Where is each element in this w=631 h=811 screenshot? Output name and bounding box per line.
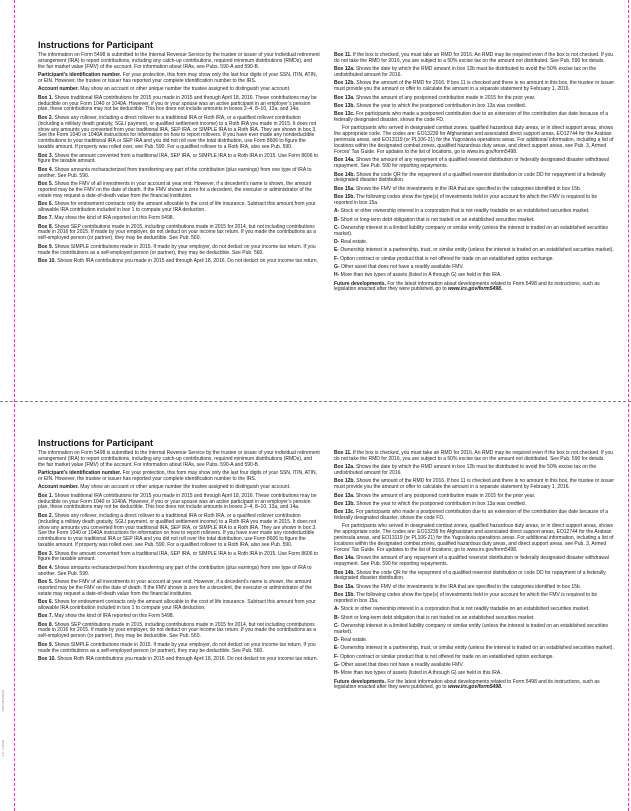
instruction-paragraph (38, 614, 320, 620)
instruction-paragraph (334, 502, 616, 508)
paragraph-text: More than two types of assets (listed in A through G) are held in this IRA. (340, 272, 502, 279)
paragraph-text: Ownership interest in a partnership, trust, or similar entity (unless the interest is traded on an established securities market). (340, 645, 614, 652)
paragraph-label: Future developments. (334, 280, 386, 287)
instruction-paragraph (38, 657, 320, 663)
paragraph-text: Shows traditional IRA contributions for 2015 you made in 2015 and through April 18, 2016. These contributions may be deductible on your Form 1040 or 1040A. However, if you or your spouse was an active participant in an employer’s pension plan, these contributions may not be deductible. This box does not include amounts in boxes 2–4, 8–10, 13a, and 14a. (38, 492, 317, 511)
paragraph-label: Box 15b. (334, 194, 355, 201)
instruction-paragraph (38, 643, 320, 655)
paragraph-label: Box 14b. (334, 171, 355, 178)
instruction-paragraph (38, 154, 320, 166)
instruction-paragraph (38, 202, 320, 214)
paragraph-text: For participants who made a postponed contribution due to an extension of the contribution due date because of a federally designated disaster, shows the code FD. (334, 509, 609, 522)
paragraph-label: A- (334, 606, 340, 613)
instruction-paragraph (334, 646, 616, 652)
paragraph-text: Ownership interest in a limited liability company or similar entity (unless the interest is traded on an established securities market). (334, 224, 609, 237)
paragraph-text: For your protection, this form may show only the last four digits of your SSN, ITIN, ATIN, or EIN. However, the trustee or issuer has reported your complete identification number to the IRS. (38, 470, 317, 483)
paragraph-label: Box 6. (38, 599, 54, 606)
paragraph-label: A- (334, 208, 340, 215)
paragraph-label: Box 15b. (334, 592, 355, 599)
paragraph-label: Account number. (38, 86, 79, 93)
instruction-paragraph (334, 680, 616, 692)
paragraph-text: The following codes show the type(s) of investments held in your account for which the FMV is required to be reported in box 15a. (334, 194, 598, 206)
instruction-paragraph (334, 195, 616, 207)
paragraph-text: Other asset that does not have a readily available FMV. (340, 263, 464, 270)
paragraph-text: Shows the date by which the RMD amount in box 12b must be distributed to avoid the 50% excise tax on the undistributed amount for 2016. (334, 464, 597, 477)
instruction-paragraph (38, 216, 320, 222)
paragraph-text: The information on Form 5498 is submitted to the Internal Revenue Service by the trustee or issuer of your individual retirement arrangement (IRA) to report contributions, including any catch-up contributions, required minimum distributions (RMDs), and the fair market value (FMV) of the account. For information about IRAs, see Pubs. 590-A and 590-B. (38, 450, 320, 468)
paragraph-label: Box 8. (38, 223, 54, 230)
paragraph-text: Shows the amount of any postponed contribution made in 2015 for the prior year. (355, 94, 536, 101)
instruction-paragraph (334, 273, 616, 279)
paragraph-text: Shows the FMV of all investments in your account at year end. However, if a decedent’s name is shown, the amount reported may be the FMV on the date of death. If the FMV shown is zero for a decedent, the executor or administrator of the estate may request a date-of-death value from the financial institution. (38, 578, 313, 597)
paragraph-label: Box 5. (38, 180, 54, 187)
instruction-paragraph (38, 494, 320, 512)
paragraph-text: Stock or other ownership interest in a corporation that is not readily tradable on an established securities market. (340, 208, 590, 215)
paragraph-label: Box 4. (38, 166, 54, 173)
paragraph-text: Short or long-term debt obligation that is not traded on an established securities market. (340, 216, 535, 223)
paragraph-text: Shows Roth IRA contributions you made in 2015 and through April 18, 2016. Do not deduct on your income tax return. (57, 655, 318, 662)
paragraph-label: Box 12b. (334, 80, 355, 87)
paragraph-label: Box 14a. (334, 157, 355, 164)
left-column (38, 53, 320, 296)
instruction-paragraph (38, 87, 320, 93)
paragraph-label: Box 6. (38, 201, 54, 208)
instruction-paragraph (334, 556, 616, 568)
instruction-paragraph (334, 616, 616, 622)
paragraph-text: Shows the year to which the postponed contribution in box 13a was credited. (356, 500, 527, 507)
paragraph-text: For the latest information about developments related to Form 5498 and its instructions, such as legislation enacted after they were published, go to (334, 280, 600, 293)
paragraph-text: Shows for endowment contracts only the amount allocable to the cost of life insurance. Subtract this amount from your allowable IRA contribution included in box 1 to compute your IRA deduction. (38, 201, 316, 213)
paragraph-label: Box 12a. (334, 464, 355, 471)
paragraph-label: Box 3. (38, 550, 54, 557)
paragraph-label: G- (334, 263, 340, 270)
left-column (38, 451, 320, 694)
paragraph-text: Shows for endowment contracts only the amount allocable to the cost of life insurance. Subtract this amount from your allowable IRA contribution included in box 1 to compute your IRA deduction. (38, 599, 316, 611)
instruction-paragraph (38, 182, 320, 200)
paragraph-label: Box 15a. (334, 583, 355, 590)
paragraph-label: G- (334, 661, 340, 668)
instruction-paragraph (334, 638, 616, 644)
paragraph-label: C- (334, 622, 340, 629)
paragraph-label: B- (334, 614, 340, 621)
instruction-paragraph (38, 623, 320, 641)
instruction-paragraph (334, 479, 616, 491)
paragraph-text: Shows amounts recharacterized from transferring any part of the contribution (plus earnings) from one type of IRA to another. See Pub. 590. (38, 564, 312, 577)
instruction-paragraph (334, 218, 616, 224)
paragraph-text: Shows the amount converted from a traditional IRA, SEP IRA, or SIMPLE IRA to a Roth IRA in 2015. Use Form 8606 to figure the taxable amount. (38, 152, 319, 165)
paragraph-text: Shows any rollover, including a direct rollover to a traditional IRA or Roth IRA, or a qualified rollover contribution (including a military death gratuity, SGLI payment, or qualified settlement income) to a Roth IRA you made in 2015. It does not show any amounts you converted from your traditional IRA, SEP IRA, or SIMPLE IRA to a Roth IRA. They are shown in box 3. See the Form 1040 or 1040A instructions for information on how to report rollovers. If you have ever made any nondeductible contributions to your traditional IRA or SEP IRA and you did not roll over the total distribution, use Form 8606 to figure the taxable amount. If property was rolled over, see Pub. 590. For a qualified rollover to a Roth IRA, also see Pub. 590. (38, 114, 317, 151)
instruction-paragraph (334, 465, 616, 477)
paragraph-text: Ownership interest in a limited liability company or similar entity (unless the interest is traded on an established securities market). (334, 622, 609, 635)
paragraph-text: Shows the amount of the RMD for 2016. If box 11 is checked and there is no amount in this box, the trustee or issuer must provide you the amount or offer to calculate the amount in a separate statement by February 1, 2016. (334, 478, 615, 491)
paragraph-text: Shows the amount of any repayment of a qualified reservist distribution or federally designated disaster withdrawal repayment. See Pub. 590 for reporting repayments. (334, 157, 609, 170)
paragraph-text: Shows the FMV of the investments in the IRA that are specified in the categories identified in box 15b. (355, 185, 582, 192)
instruction-paragraph (38, 514, 320, 549)
paragraph-text: Real estate. (340, 239, 368, 246)
paragraph-text: For participants who served in designated combat zones, qualified hazardous duty areas, or in direct support areas, shows the appropriate code. The codes are: EO13239 for Afghanistan and associated direct support areas, EO12744 for the Arabian peninsula areas, and EO13119 (or PL106-21) for the Yugoslavia operations areas. For additional information, including a list of locations within the designated combat zones, qualified hazardous duty areas, and direct support areas, see Pub. 3, Armed Forces’ Tax Guide. For updates to the list of locations, go to www.irs.gov/form5498. (334, 523, 614, 554)
paragraph-label: F- (334, 653, 339, 660)
instruction-paragraph (38, 73, 320, 85)
website-link[interactable]: www.irs.gov/form5498. (447, 286, 503, 293)
paragraph-label: H- (334, 670, 340, 677)
paragraph-text: Short or long-term debt obligation that is not traded on an established securities market. (340, 614, 535, 621)
paragraph-label: Box 4. (38, 564, 54, 571)
paragraph-label: Box 13c. (334, 509, 355, 516)
instruction-paragraph (334, 158, 616, 170)
paragraph-text: For participants who served in designated combat zones, qualified hazardous duty areas, or in direct support areas, shows the appropriate code. The codes are: EO13239 for Afghanistan and associated direct support areas, EO12744 for the Arabian peninsula areas, and EO13119 (or PL106-21) for the Yugoslavia operations areas. For additional information, including a list of locations within the designated combat zones, qualified hazardous duty areas, and direct support areas, see Pub. 3, Armed Forces’ Tax Guide. For updates to the list of locations, go to www.irs.gov/form5498. (334, 125, 614, 156)
paragraph-label: D- (334, 637, 340, 644)
right-column (334, 451, 616, 694)
instruction-paragraph (334, 593, 616, 605)
paragraph-label: Box 10. (38, 655, 56, 662)
right-cut-line (628, 0, 629, 811)
page-title: Instructions for Participant (38, 438, 154, 448)
paragraph-text: Real estate. (340, 637, 368, 644)
instruction-paragraph (334, 451, 616, 463)
instruction-paragraph (334, 173, 616, 185)
instruction-paragraph (38, 451, 320, 469)
instruction-paragraph (334, 240, 616, 246)
paragraph-text: Stock or other ownership interest in a corporation that is not readily tradable on an established securities market. (340, 606, 590, 613)
instruction-paragraph (38, 566, 320, 578)
paragraph-label: D- (334, 239, 340, 246)
paragraph-text: Shows the year to which the postponed contribution in box 13a was credited. (356, 102, 527, 109)
paragraph-label: Box 1. (38, 94, 54, 101)
paragraph-text: If the box is checked, you must take an RMD for 2016. An RMD may be required even if the box is not checked. If you do not take the RMD for 2016, you are subject to a 50% excise tax on the amount not distributed. See Pub. 590 for details. (334, 52, 614, 64)
paragraph-text: Shows the amount of any postponed contribution made in 2015 for the prior year. (355, 492, 536, 499)
paragraph-label: Box 7. (38, 613, 54, 620)
paragraph-text: Shows traditional IRA contributions for 2015 you made in 2015 and through April 18, 2016. These contributions may be deductible on your Form 1040 or 1040A. However, if you or your spouse was an active participant in an employer’s pension plan, these contributions may not be deductible. This box does not include amounts in boxes 2–4, 8–10, 13a, and 14a. (38, 94, 317, 113)
paragraph-label: Box 12b. (334, 478, 355, 485)
right-column (334, 53, 616, 296)
paragraph-label: Box 11. (334, 450, 352, 456)
instruction-paragraph (334, 96, 616, 102)
paragraph-label: Box 8. (38, 621, 54, 628)
paragraph-label: E- (334, 247, 339, 254)
instruction-paragraph (334, 265, 616, 271)
instructions-copy-bottom (38, 438, 616, 694)
paragraph-label: Participant’s identification number. (38, 72, 122, 79)
side-code-1: 09026X083 (2, 690, 6, 712)
instruction-paragraph (334, 112, 616, 124)
paragraph-text: Ownership interest in a partnership, trust, or similar entity (unless the interest is traded on an established securities market). (340, 247, 614, 254)
instruction-paragraph (38, 53, 320, 71)
instruction-paragraph (334, 494, 616, 500)
paragraph-label: Box 14a. (334, 555, 355, 562)
instruction-paragraph (38, 116, 320, 151)
paragraph-text: For your protection, this form may show only the last four digits of your SSN, ITIN, ATIN, or EIN. However, the trustee or issuer has reported your complete identification number to the IRS. (38, 72, 317, 85)
instruction-paragraph (38, 225, 320, 243)
paragraph-label: E- (334, 645, 339, 652)
instruction-paragraph (334, 282, 616, 294)
instruction-paragraph (334, 510, 616, 522)
paragraph-text: May show an account or other unique number the trustee assigned to distinguish your account. (80, 484, 291, 491)
instruction-paragraph (38, 245, 320, 257)
paragraph-label: Box 2. (38, 114, 54, 121)
paragraph-label: Box 12a. (334, 66, 355, 73)
paragraph-text: For the latest information about developments related to Form 5498 and its instructions, such as legislation enacted after they were published, go to (334, 678, 600, 691)
paragraph-text: Shows the amount of any repayment of a qualified reservist distribution or federally designated disaster withdrawal repayment. See Pub. 590 for reporting repayments. (334, 555, 609, 568)
left-cut-line (14, 0, 15, 811)
paragraph-label: Box 13b. (334, 102, 355, 109)
instruction-paragraph (334, 126, 616, 156)
instruction-paragraph (334, 663, 616, 669)
instruction-paragraph (334, 257, 616, 263)
paragraph-label: Box 1. (38, 492, 54, 499)
instruction-paragraph (38, 600, 320, 612)
paragraph-label: Future developments. (334, 678, 386, 685)
paragraph-text: Shows SEP contributions made in 2015, including contributions made in 2015 for 2014, but not including contributions made in 2016 for 2015. If made by your employer, do not deduct on your income tax return. If you made the contributions as a self-employed person (or partner), they may be deductible. See Pub. 560. (38, 223, 316, 242)
instruction-paragraph (38, 96, 320, 114)
paragraph-text: May show an account or other unique number the trustee assigned to distinguish your account. (80, 86, 291, 93)
instructions-copy-top (38, 40, 616, 296)
instruction-paragraph (334, 607, 616, 613)
instruction-paragraph (334, 226, 616, 238)
paragraph-text: Shows the code QR for the repayment of a qualified reservist distribution or code DD for repayment of a federally designated disaster distribution. (334, 569, 606, 582)
paragraph-text: May show the kind of IRA reported on this Form 5498. (54, 613, 174, 620)
paragraph-label: Box 13a. (334, 492, 355, 499)
instruction-paragraph (334, 524, 616, 554)
paragraph-label: F- (334, 255, 339, 262)
paragraph-label: B- (334, 216, 340, 223)
paragraph-label: Box 11. (334, 52, 352, 58)
paragraph-text: May show the kind of IRA reported on this Form 5498. (54, 215, 174, 222)
instruction-paragraph (38, 485, 320, 491)
instruction-paragraph (38, 580, 320, 598)
paragraph-text: Shows the date by which the RMD amount in box 12b must be distributed to avoid the 50% excise tax on the undistributed amount for 2016. (334, 66, 597, 79)
paragraph-label: Account number. (38, 484, 79, 491)
paragraph-text: Shows SIMPLE contributions made in 2015. If made by your employer, do not deduct on your income tax return. If you made the contributions as a self-employed person (or partner), they may be deductible. See Pub. 560. (38, 243, 316, 256)
paragraph-text: Option contract or similar product that is not offered for trade on an established option exchange. (340, 255, 554, 262)
paragraph-text: If the box is checked, you must take an RMD for 2016. An RMD may be required even if the box is not checked. If you do not take the RMD for 2016, you are subject to a 50% excise tax on the amount not distributed. See Pub. 590 for details. (334, 450, 614, 462)
instruction-paragraph (334, 655, 616, 661)
instruction-paragraph (334, 53, 616, 65)
paragraph-text: The information on Form 5498 is submitted to the Internal Revenue Service by the trustee or issuer of your individual retirement arrangement (IRA) to report contributions, including any catch-up contributions, required minimum distributions (RMDs), and the fair market value (FMV) of the account. For information about IRAs, see Pubs. 590-A and 590-B. (38, 52, 320, 70)
paragraph-text: Shows the amount converted from a traditional IRA, SEP IRA, or SIMPLE IRA to a Roth IRA in 2015. Use Form 8606 to figure the taxable amount. (38, 550, 319, 563)
paragraph-label: Box 15a. (334, 185, 355, 192)
instruction-paragraph (38, 168, 320, 180)
paragraph-label: Box 13a. (334, 94, 355, 101)
paragraph-label: C- (334, 224, 340, 231)
paragraph-text: Shows the FMV of the investments in the IRA that are specified in the categories identified in box 15b. (355, 583, 582, 590)
paragraph-label: Box 10. (38, 257, 56, 264)
paragraph-label: Box 3. (38, 152, 54, 159)
instruction-paragraph (38, 259, 320, 265)
paragraph-text: Shows Roth IRA contributions you made in 2015 and through April 18, 2016. Do not deduct on your income tax return. (57, 257, 318, 264)
paragraph-label: H- (334, 272, 340, 279)
paragraph-label: Box 5. (38, 578, 54, 585)
instruction-paragraph (334, 585, 616, 591)
paragraph-label: Box 9. (38, 243, 54, 250)
paragraph-label: Box 2. (38, 512, 54, 519)
paragraph-label: Box 14b. (334, 569, 355, 576)
perforation-line (0, 401, 631, 402)
paragraph-label: Participant’s identification number. (38, 470, 122, 477)
paragraph-label: Box 7. (38, 215, 54, 222)
page-title: Instructions for Participant (38, 40, 154, 50)
side-code-2: IE-5498 (2, 740, 6, 757)
instruction-paragraph (334, 571, 616, 583)
instruction-paragraph (334, 187, 616, 193)
instruction-paragraph (38, 552, 320, 564)
paragraph-text: Shows SEP contributions made in 2015, including contributions made in 2015 for 2014, but not including contributions made in 2016 for 2015. If made by your employer, do not deduct on your income tax return. If you made the contributions as a self-employed person (or partner), they may be deductible. See Pub. 560. (38, 621, 316, 640)
paragraph-text: Shows the code QR for the repayment of a qualified reservist distribution or code DD for repayment of a federally designated disaster distribution. (334, 171, 606, 184)
paragraph-text: Shows the FMV of all investments in your account at year end. However, if a decedent’s name is shown, the amount reported may be the FMV on the date of death. If the FMV shown is zero for a decedent, the executor or administrator of the estate may request a date-of-death value from the financial institution. (38, 180, 313, 199)
instruction-paragraph (334, 624, 616, 636)
instruction-paragraph (334, 104, 616, 110)
paragraph-text: Shows amounts recharacterized from transferring any part of the contribution (plus earnings) from one type of IRA to another. See Pub. 590. (38, 166, 312, 179)
paragraph-label: Box 9. (38, 641, 54, 648)
paragraph-text: Other asset that does not have a readily available FMV. (340, 661, 464, 668)
paragraph-text: Shows SIMPLE contributions made in 2015. If made by your employer, do not deduct on your income tax return. If you made the contributions as a self-employed person (or partner), they may be deductible. See Pub. 560. (38, 641, 316, 654)
instruction-paragraph (334, 81, 616, 93)
instruction-paragraph (334, 67, 616, 79)
paragraph-text: For participants who made a postponed contribution due to an extension of the contribution due date because of a federally designated disaster, shows the code FD. (334, 111, 609, 124)
paragraph-text: Option contract or similar product that is not offered for trade on an established option exchange. (340, 653, 554, 660)
paragraph-text: Shows any rollover, including a direct rollover to a traditional IRA or Roth IRA, or a qualified rollover contribution (including a military death gratuity, SGLI payment, or qualified settlement income) to a Roth IRA you made in 2015. It does not show any amounts you converted from your traditional IRA, SEP IRA, or SIMPLE IRA to a Roth IRA. They are shown in box 3. See the Form 1040 or 1040A instructions for information on how to report rollovers. If you have ever made any nondeductible contributions to your traditional IRA or SEP IRA and you did not roll over the total distribution, use Form 8606 to figure the taxable amount. If property was rolled over, see Pub. 590. For a qualified rollover to a Roth IRA, also see Pub. 590. (38, 512, 317, 549)
paragraph-text: More than two types of assets (listed in A through G) are held in this IRA. (340, 670, 502, 677)
paragraph-text: The following codes show the type(s) of investments held in your account for which the FMV is required to be reported in box 15a. (334, 592, 598, 604)
paragraph-label: Box 13b. (334, 500, 355, 507)
instruction-paragraph (334, 671, 616, 677)
instruction-paragraph (334, 209, 616, 215)
instruction-paragraph (38, 471, 320, 483)
paragraph-label: Box 13c. (334, 111, 355, 118)
paragraph-text: Shows the amount of the RMD for 2016. If box 11 is checked and there is no amount in this box, the trustee or issuer must provide you the amount or offer to calculate the amount in a separate statement by February 1, 2016. (334, 80, 615, 93)
website-link[interactable]: www.irs.gov/form5498. (447, 684, 503, 691)
instruction-paragraph (334, 248, 616, 254)
